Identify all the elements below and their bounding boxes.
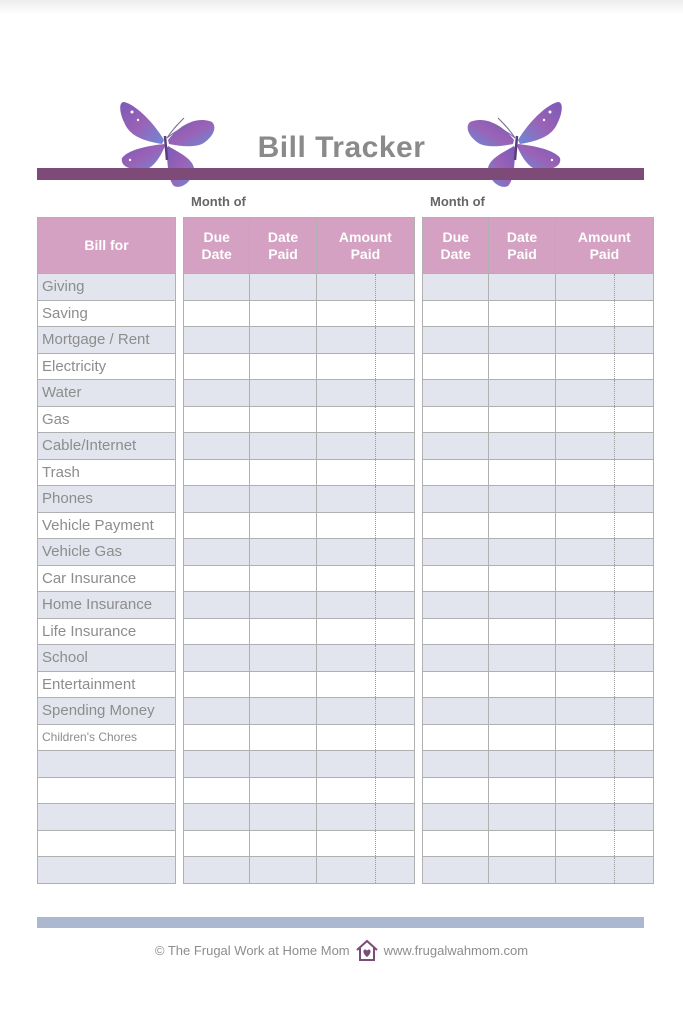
date-paid-cell[interactable] bbox=[250, 777, 316, 804]
table-row bbox=[38, 565, 176, 592]
due-date-cell[interactable] bbox=[184, 724, 250, 751]
date-paid-cell[interactable] bbox=[250, 486, 316, 513]
cents-divider bbox=[375, 407, 376, 433]
due-date-cell[interactable] bbox=[423, 512, 489, 539]
date-paid-cell[interactable] bbox=[489, 751, 555, 778]
due-date-cell[interactable] bbox=[184, 751, 250, 778]
due-date-header: Due Date bbox=[184, 218, 250, 274]
amount-paid-cell[interactable] bbox=[555, 777, 653, 804]
due-date-cell[interactable] bbox=[423, 274, 489, 301]
table-row bbox=[184, 539, 415, 566]
table-row bbox=[423, 698, 654, 725]
date-paid-cell[interactable] bbox=[489, 804, 555, 831]
table-row bbox=[184, 751, 415, 778]
date-paid-cell[interactable] bbox=[250, 857, 316, 884]
bill-name-cell[interactable] bbox=[38, 804, 176, 831]
due-date-cell[interactable] bbox=[184, 433, 250, 460]
table-row bbox=[423, 618, 654, 645]
table-row bbox=[423, 671, 654, 698]
amount-paid-cell[interactable] bbox=[555, 380, 653, 407]
copyright-text: © The Frugal Work at Home Mom bbox=[154, 942, 350, 958]
amount-paid-cell[interactable] bbox=[316, 486, 414, 513]
cents-divider bbox=[375, 380, 376, 406]
table-row bbox=[184, 857, 415, 884]
date-paid-header: Date Paid bbox=[489, 218, 555, 274]
table-row bbox=[184, 724, 415, 751]
table-row bbox=[423, 777, 654, 804]
cents-divider bbox=[614, 592, 615, 618]
table-row bbox=[38, 380, 176, 407]
table-row bbox=[38, 300, 176, 327]
footer-divider-bar bbox=[37, 917, 644, 928]
amount-paid-cell[interactable] bbox=[316, 300, 414, 327]
website-link[interactable]: www.frugalwahmom.com bbox=[383, 942, 529, 958]
due-date-cell[interactable] bbox=[184, 327, 250, 354]
due-date-cell[interactable] bbox=[423, 645, 489, 672]
bill-name-cell[interactable]: Spending Money bbox=[38, 698, 176, 725]
table-row bbox=[38, 274, 176, 301]
cents-divider bbox=[614, 619, 615, 645]
cents-divider bbox=[614, 645, 615, 671]
cents-divider bbox=[614, 751, 615, 777]
amount-paid-cell[interactable] bbox=[555, 724, 653, 751]
due-date-cell[interactable] bbox=[184, 512, 250, 539]
due-date-cell[interactable] bbox=[184, 380, 250, 407]
date-paid-cell[interactable] bbox=[489, 353, 555, 380]
bill-name-cell[interactable]: School bbox=[38, 645, 176, 672]
table-row bbox=[38, 804, 176, 831]
bill-name-cell[interactable]: Children's Chores bbox=[38, 724, 176, 751]
due-date-cell[interactable] bbox=[423, 618, 489, 645]
table-row bbox=[423, 274, 654, 301]
amount-paid-cell[interactable] bbox=[316, 857, 414, 884]
table-row bbox=[38, 433, 176, 460]
table-row bbox=[423, 300, 654, 327]
cents-divider bbox=[614, 407, 615, 433]
amount-paid-cell[interactable] bbox=[555, 512, 653, 539]
date-paid-cell[interactable] bbox=[489, 565, 555, 592]
date-paid-cell[interactable] bbox=[250, 274, 316, 301]
table-row bbox=[184, 274, 415, 301]
amount-paid-cell[interactable] bbox=[316, 777, 414, 804]
amount-paid-header: Amount Paid bbox=[555, 218, 653, 274]
cents-divider bbox=[614, 460, 615, 486]
date-paid-cell[interactable] bbox=[489, 274, 555, 301]
cents-divider bbox=[375, 725, 376, 751]
cents-divider bbox=[614, 778, 615, 804]
amount-paid-cell[interactable] bbox=[316, 327, 414, 354]
due-date-cell[interactable] bbox=[423, 433, 489, 460]
date-paid-cell[interactable] bbox=[489, 618, 555, 645]
date-paid-cell[interactable] bbox=[489, 512, 555, 539]
due-date-cell[interactable] bbox=[423, 671, 489, 698]
bill-name-cell[interactable]: Gas bbox=[38, 406, 176, 433]
table-row bbox=[38, 406, 176, 433]
due-date-cell[interactable] bbox=[184, 406, 250, 433]
amount-paid-cell[interactable] bbox=[316, 671, 414, 698]
bill-name-cell[interactable]: Vehicle Gas bbox=[38, 539, 176, 566]
date-paid-cell[interactable] bbox=[250, 830, 316, 857]
amount-paid-cell[interactable] bbox=[555, 857, 653, 884]
amount-paid-cell[interactable] bbox=[316, 724, 414, 751]
amount-paid-cell[interactable] bbox=[555, 830, 653, 857]
due-date-header: Due Date bbox=[423, 218, 489, 274]
page-top-shadow bbox=[0, 0, 683, 14]
amount-paid-cell[interactable] bbox=[316, 804, 414, 831]
due-date-cell[interactable] bbox=[423, 539, 489, 566]
month-2-table bbox=[422, 217, 654, 884]
amount-paid-cell[interactable] bbox=[316, 406, 414, 433]
table-row bbox=[423, 724, 654, 751]
due-date-cell[interactable] bbox=[423, 300, 489, 327]
table-row bbox=[184, 592, 415, 619]
bill-for-header: Bill for bbox=[38, 218, 176, 274]
cents-divider bbox=[375, 778, 376, 804]
date-paid-cell[interactable] bbox=[489, 645, 555, 672]
table-row bbox=[38, 486, 176, 513]
cents-divider bbox=[614, 486, 615, 512]
amount-paid-cell[interactable] bbox=[316, 380, 414, 407]
date-paid-cell[interactable] bbox=[250, 512, 316, 539]
table-row bbox=[38, 459, 176, 486]
due-date-cell[interactable] bbox=[184, 353, 250, 380]
due-date-cell[interactable] bbox=[423, 804, 489, 831]
table-row bbox=[38, 724, 176, 751]
page-title: Bill Tracker bbox=[257, 131, 426, 164]
date-paid-cell[interactable] bbox=[489, 380, 555, 407]
due-date-cell[interactable] bbox=[423, 406, 489, 433]
date-paid-cell[interactable] bbox=[489, 592, 555, 619]
house-heart-icon bbox=[354, 938, 380, 962]
title-divider-bar bbox=[37, 168, 644, 180]
table-row bbox=[423, 857, 654, 884]
due-date-cell[interactable] bbox=[184, 804, 250, 831]
date-paid-cell[interactable] bbox=[250, 618, 316, 645]
table-row bbox=[423, 486, 654, 513]
amount-paid-cell[interactable] bbox=[555, 300, 653, 327]
due-date-cell[interactable] bbox=[184, 565, 250, 592]
due-date-cell[interactable] bbox=[184, 539, 250, 566]
table-row bbox=[38, 353, 176, 380]
amount-paid-cell[interactable] bbox=[555, 459, 653, 486]
amount-paid-cell[interactable] bbox=[555, 804, 653, 831]
date-paid-cell[interactable] bbox=[250, 539, 316, 566]
bill-name-cell[interactable]: Trash bbox=[38, 459, 176, 486]
date-paid-cell[interactable] bbox=[489, 777, 555, 804]
table-row bbox=[423, 539, 654, 566]
amount-paid-cell[interactable] bbox=[316, 353, 414, 380]
date-paid-cell[interactable] bbox=[250, 671, 316, 698]
table-row bbox=[184, 433, 415, 460]
cents-divider bbox=[614, 274, 615, 300]
table-row bbox=[38, 618, 176, 645]
due-date-cell[interactable] bbox=[184, 618, 250, 645]
table-row bbox=[184, 380, 415, 407]
table-row bbox=[184, 671, 415, 698]
cents-divider bbox=[375, 460, 376, 486]
amount-paid-cell[interactable] bbox=[316, 539, 414, 566]
bill-name-cell[interactable] bbox=[38, 777, 176, 804]
table-row bbox=[184, 327, 415, 354]
date-paid-cell[interactable] bbox=[250, 300, 316, 327]
table-row bbox=[38, 512, 176, 539]
bill-name-cell[interactable]: Water bbox=[38, 380, 176, 407]
cents-divider bbox=[614, 698, 615, 724]
due-date-cell[interactable] bbox=[423, 830, 489, 857]
table-row bbox=[38, 751, 176, 778]
table-row bbox=[184, 353, 415, 380]
bill-name-cell[interactable] bbox=[38, 830, 176, 857]
month-of-label-1: Month of bbox=[191, 194, 246, 209]
table-row bbox=[423, 433, 654, 460]
due-date-cell[interactable] bbox=[423, 459, 489, 486]
due-date-cell[interactable] bbox=[423, 327, 489, 354]
cents-divider bbox=[614, 433, 615, 459]
table-row bbox=[423, 353, 654, 380]
bill-name-cell[interactable]: Electricity bbox=[38, 353, 176, 380]
date-paid-cell[interactable] bbox=[489, 671, 555, 698]
amount-paid-cell[interactable] bbox=[316, 433, 414, 460]
cents-divider bbox=[375, 698, 376, 724]
date-paid-cell[interactable] bbox=[489, 724, 555, 751]
date-paid-cell[interactable] bbox=[250, 698, 316, 725]
date-paid-cell[interactable] bbox=[489, 300, 555, 327]
cents-divider bbox=[375, 513, 376, 539]
footer bbox=[0, 938, 683, 962]
table-row bbox=[38, 777, 176, 804]
amount-paid-cell[interactable] bbox=[316, 592, 414, 619]
table-row bbox=[184, 618, 415, 645]
table-row bbox=[38, 592, 176, 619]
cents-divider bbox=[375, 751, 376, 777]
table-row bbox=[423, 830, 654, 857]
cents-divider bbox=[375, 857, 376, 883]
cents-divider bbox=[614, 539, 615, 565]
due-date-cell[interactable] bbox=[423, 380, 489, 407]
due-date-cell[interactable] bbox=[184, 274, 250, 301]
table-row bbox=[184, 645, 415, 672]
date-paid-cell[interactable] bbox=[250, 327, 316, 354]
due-date-cell[interactable] bbox=[184, 592, 250, 619]
bill-name-cell[interactable]: Car Insurance bbox=[38, 565, 176, 592]
date-paid-cell[interactable] bbox=[489, 486, 555, 513]
month-of-label-2: Month of bbox=[430, 194, 485, 209]
due-date-cell[interactable] bbox=[184, 698, 250, 725]
amount-paid-cell[interactable] bbox=[555, 618, 653, 645]
bill-name-cell[interactable]: Giving bbox=[38, 274, 176, 301]
date-paid-cell[interactable] bbox=[489, 539, 555, 566]
table-row bbox=[184, 698, 415, 725]
table-row bbox=[423, 565, 654, 592]
table-row bbox=[184, 830, 415, 857]
amount-paid-cell[interactable] bbox=[555, 406, 653, 433]
table-row bbox=[184, 459, 415, 486]
bill-name-cell[interactable]: Vehicle Payment bbox=[38, 512, 176, 539]
amount-paid-cell[interactable] bbox=[316, 459, 414, 486]
cents-divider bbox=[375, 619, 376, 645]
date-paid-cell[interactable] bbox=[489, 459, 555, 486]
cents-divider bbox=[614, 513, 615, 539]
cents-divider bbox=[375, 301, 376, 327]
cents-divider bbox=[614, 301, 615, 327]
bill-name-cell[interactable]: Life Insurance bbox=[38, 618, 176, 645]
cents-divider bbox=[375, 539, 376, 565]
date-paid-cell[interactable] bbox=[250, 565, 316, 592]
date-paid-cell[interactable] bbox=[250, 724, 316, 751]
date-paid-cell[interactable] bbox=[250, 751, 316, 778]
amount-paid-cell[interactable] bbox=[555, 592, 653, 619]
cents-divider bbox=[614, 857, 615, 883]
bill-list-table bbox=[37, 217, 176, 884]
date-paid-cell[interactable] bbox=[489, 698, 555, 725]
cents-divider bbox=[375, 804, 376, 830]
amount-paid-cell[interactable] bbox=[555, 565, 653, 592]
table-row bbox=[423, 327, 654, 354]
bill-name-cell[interactable]: Cable/Internet bbox=[38, 433, 176, 460]
date-paid-cell[interactable] bbox=[489, 857, 555, 884]
date-paid-cell[interactable] bbox=[489, 327, 555, 354]
due-date-cell[interactable] bbox=[423, 565, 489, 592]
cents-divider bbox=[375, 327, 376, 353]
table-row bbox=[423, 751, 654, 778]
due-date-cell[interactable] bbox=[184, 300, 250, 327]
date-paid-cell[interactable] bbox=[250, 592, 316, 619]
bill-name-cell[interactable]: Saving bbox=[38, 300, 176, 327]
table-row bbox=[423, 380, 654, 407]
amount-paid-cell[interactable] bbox=[555, 645, 653, 672]
table-row bbox=[423, 592, 654, 619]
table-row bbox=[38, 327, 176, 354]
table-row bbox=[184, 512, 415, 539]
due-date-cell[interactable] bbox=[423, 751, 489, 778]
due-date-cell[interactable] bbox=[184, 671, 250, 698]
amount-paid-cell[interactable] bbox=[316, 512, 414, 539]
due-date-cell[interactable] bbox=[184, 486, 250, 513]
date-paid-cell[interactable] bbox=[250, 804, 316, 831]
table-row bbox=[423, 804, 654, 831]
due-date-cell[interactable] bbox=[184, 857, 250, 884]
due-date-cell[interactable] bbox=[423, 857, 489, 884]
due-date-cell[interactable] bbox=[184, 645, 250, 672]
date-paid-header: Date Paid bbox=[250, 218, 316, 274]
cents-divider bbox=[375, 354, 376, 380]
table-row bbox=[423, 459, 654, 486]
table-row bbox=[38, 671, 176, 698]
date-paid-cell[interactable] bbox=[489, 433, 555, 460]
amount-paid-cell[interactable] bbox=[555, 698, 653, 725]
cents-divider bbox=[375, 566, 376, 592]
due-date-cell[interactable] bbox=[423, 777, 489, 804]
amount-paid-cell[interactable] bbox=[316, 751, 414, 778]
month-1-table bbox=[183, 217, 415, 884]
amount-paid-cell[interactable] bbox=[316, 618, 414, 645]
date-paid-cell[interactable] bbox=[250, 433, 316, 460]
bill-name-cell[interactable]: Mortgage / Rent bbox=[38, 327, 176, 354]
table-row bbox=[184, 804, 415, 831]
amount-paid-cell[interactable] bbox=[316, 698, 414, 725]
table-row bbox=[38, 645, 176, 672]
amount-paid-cell[interactable] bbox=[316, 645, 414, 672]
table-row bbox=[423, 645, 654, 672]
amount-paid-cell[interactable] bbox=[555, 433, 653, 460]
cents-divider bbox=[614, 566, 615, 592]
cents-divider bbox=[375, 274, 376, 300]
cents-divider bbox=[375, 831, 376, 857]
date-paid-cell[interactable] bbox=[250, 380, 316, 407]
date-paid-cell[interactable] bbox=[250, 645, 316, 672]
date-paid-cell[interactable] bbox=[250, 459, 316, 486]
amount-paid-cell[interactable] bbox=[316, 830, 414, 857]
cents-divider bbox=[614, 380, 615, 406]
amount-paid-cell[interactable] bbox=[555, 539, 653, 566]
date-paid-cell[interactable] bbox=[250, 406, 316, 433]
cents-divider bbox=[614, 327, 615, 353]
cents-divider bbox=[375, 672, 376, 698]
cents-divider bbox=[375, 592, 376, 618]
bill-name-cell[interactable] bbox=[38, 857, 176, 884]
bill-name-cell[interactable] bbox=[38, 751, 176, 778]
due-date-cell[interactable] bbox=[184, 830, 250, 857]
due-date-cell[interactable] bbox=[184, 777, 250, 804]
due-date-cell[interactable] bbox=[184, 459, 250, 486]
table-row bbox=[423, 512, 654, 539]
cents-divider bbox=[375, 433, 376, 459]
cents-divider bbox=[375, 645, 376, 671]
date-paid-cell[interactable] bbox=[489, 830, 555, 857]
amount-paid-cell[interactable] bbox=[316, 565, 414, 592]
bill-name-cell[interactable]: Phones bbox=[38, 486, 176, 513]
cents-divider bbox=[614, 354, 615, 380]
date-paid-cell[interactable] bbox=[250, 353, 316, 380]
amount-paid-cell[interactable] bbox=[316, 274, 414, 301]
amount-paid-cell[interactable] bbox=[555, 671, 653, 698]
table-row bbox=[184, 406, 415, 433]
table-row bbox=[38, 539, 176, 566]
table-row bbox=[184, 300, 415, 327]
table-row bbox=[184, 777, 415, 804]
due-date-cell[interactable] bbox=[423, 486, 489, 513]
cents-divider bbox=[614, 804, 615, 830]
table-row bbox=[38, 857, 176, 884]
amount-paid-header: Amount Paid bbox=[316, 218, 414, 274]
cents-divider bbox=[614, 831, 615, 857]
table-row bbox=[184, 486, 415, 513]
due-date-cell[interactable] bbox=[423, 592, 489, 619]
table-row bbox=[184, 565, 415, 592]
due-date-cell[interactable] bbox=[423, 353, 489, 380]
cents-divider bbox=[614, 672, 615, 698]
bill-name-cell[interactable]: Home Insurance bbox=[38, 592, 176, 619]
cents-divider bbox=[375, 486, 376, 512]
table-row bbox=[38, 698, 176, 725]
date-paid-cell[interactable] bbox=[489, 406, 555, 433]
due-date-cell[interactable] bbox=[423, 698, 489, 725]
amount-paid-cell[interactable] bbox=[555, 353, 653, 380]
amount-paid-cell[interactable] bbox=[555, 327, 653, 354]
due-date-cell[interactable] bbox=[423, 724, 489, 751]
bill-name-cell[interactable]: Entertainment bbox=[38, 671, 176, 698]
cents-divider bbox=[614, 725, 615, 751]
table-row bbox=[423, 406, 654, 433]
amount-paid-cell[interactable] bbox=[555, 274, 653, 301]
table-row bbox=[38, 830, 176, 857]
amount-paid-cell[interactable] bbox=[555, 751, 653, 778]
amount-paid-cell[interactable] bbox=[555, 486, 653, 513]
